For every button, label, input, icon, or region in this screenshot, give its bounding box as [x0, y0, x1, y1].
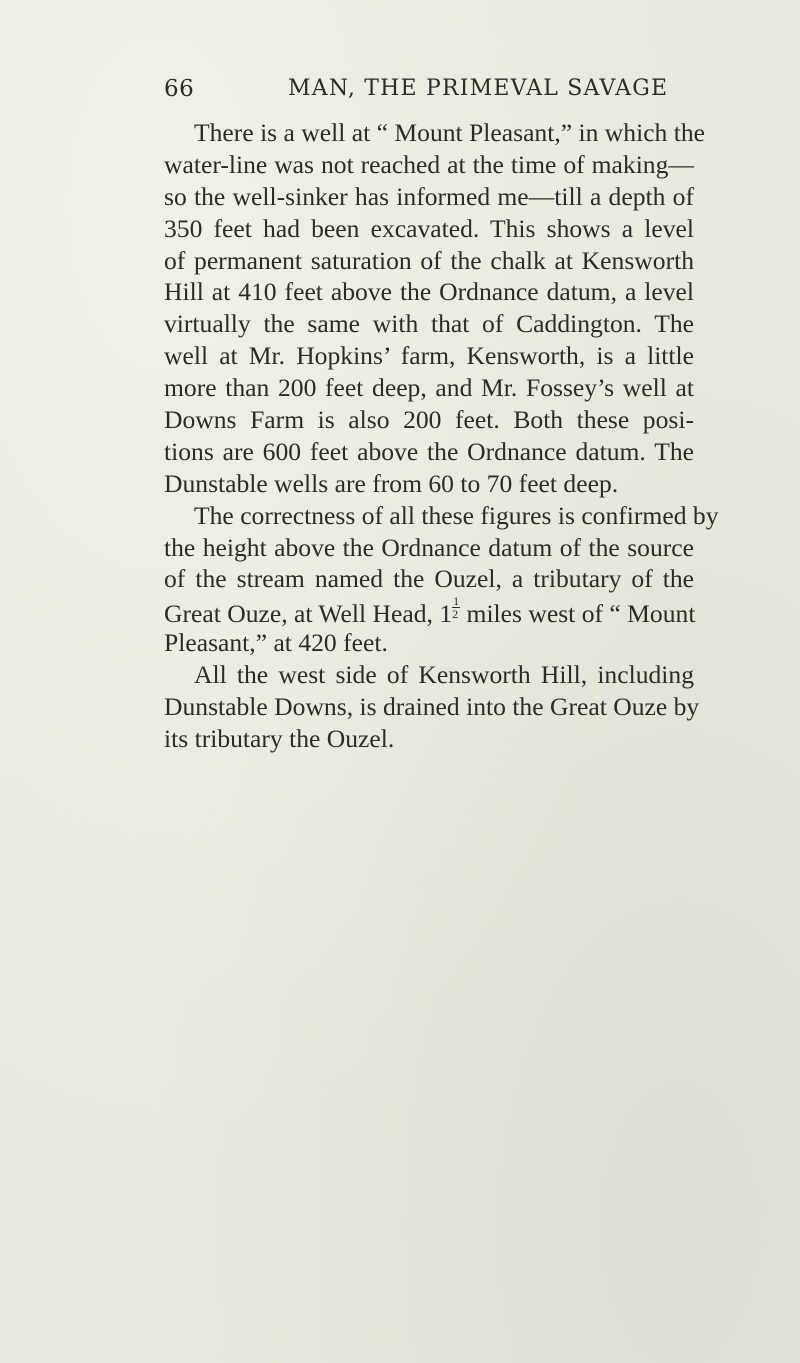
text-line: virtually the same with that of Caddington. The	[164, 309, 694, 339]
text-line: Hill at 410 feet above the Ordnance datum, a level	[164, 277, 694, 307]
text-segment: miles west of “ Mount	[466, 599, 696, 629]
text-line: There is a well at “ Mount Pleasant,” in which the	[194, 118, 706, 147]
fraction	[452, 595, 460, 620]
text-line: water-line was not reached at the time of making—	[164, 149, 694, 179]
text-segment: Great Ouze, at Well Head,	[164, 599, 433, 629]
page-header	[164, 76, 694, 112]
text-line: Pleasant,” at 420 feet.	[164, 628, 388, 658]
text-line: more than 200 feet deep, and Mr. Fossey’s well at	[164, 373, 694, 403]
text-line: the height above the Ordnance datum of the source	[164, 532, 694, 562]
text-line: The correctness of all these figures is confirmed by	[194, 500, 719, 530]
body-text	[164, 117, 719, 755]
page-number: 66	[164, 76, 195, 102]
text-line: its tributary the Ouzel.	[164, 723, 395, 753]
running-head: MAN, THE PRIMEVAL SAVAGE	[288, 76, 669, 101]
text-line: Dunstable wells are from 60 to 70 feet deep.	[164, 468, 619, 498]
text-line: of the stream named the Ouzel, a tributary of the	[164, 564, 694, 594]
fraction-denominator: 2	[452, 607, 459, 622]
text-line: so the well-sinker has informed me—till a depth of	[164, 181, 694, 211]
text-line: Downs Farm is also 200 feet. Both these posi-	[164, 405, 694, 435]
text-line: of permanent saturation of the chalk at Kensworth	[164, 245, 694, 275]
text-line: well at Mr. Hopkins’ farm, Kensworth, is a little	[164, 341, 694, 371]
text-line: All the west side of Kensworth Hill, including	[194, 660, 694, 690]
text-line: Dunstable Downs, is drained into the Great Ouze by	[164, 692, 700, 722]
text-line-with-fraction	[164, 595, 694, 627]
fraction-numerator: 1	[453, 594, 460, 609]
text-line: tions are 600 feet above the Ordnance datum. The	[164, 436, 694, 466]
fraction-whole: 1	[439, 599, 453, 629]
text-line: 350 feet had been excavated. This shows a level	[164, 213, 694, 243]
